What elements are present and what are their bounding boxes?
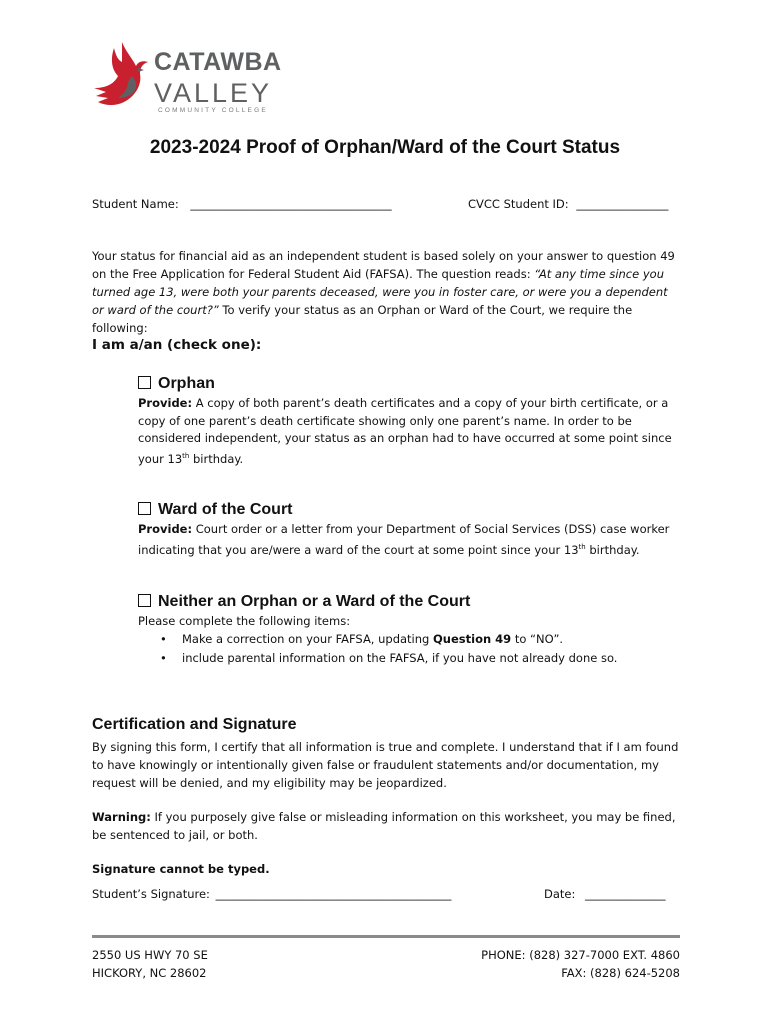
orphan-provide-label: Provide: [138, 396, 193, 410]
bullet-text: Make a correction on your FAFSA, updating [182, 632, 434, 646]
fax-number: FAX: (828) 624-5208 [561, 966, 680, 980]
neither-list [138, 630, 617, 668]
list-item [138, 630, 617, 649]
student-name-row [92, 197, 392, 211]
ward-provide-label: Provide: [138, 522, 193, 536]
signature-label: Student’s Signature: [92, 887, 210, 901]
neither-option[interactable] [138, 593, 470, 611]
check-one-heading: I am a/an (check one): [92, 337, 262, 353]
student-name-field[interactable]: ___________________________________ [190, 197, 392, 211]
orphan-checkbox[interactable] [138, 376, 151, 389]
ward-tail: birthday. [585, 542, 640, 557]
ward-checkbox[interactable] [138, 502, 151, 515]
bullet-text-end: to “NO”. [511, 632, 564, 646]
list-item [138, 649, 617, 668]
ward-option[interactable] [138, 501, 293, 519]
warning-paragraph [92, 808, 682, 844]
orphan-tail: birthday. [189, 451, 244, 466]
bullet-text: include parental information on the FAFSA, if you have not already done so. [182, 651, 618, 665]
neither-label: Neither an Orphan or a Ward of the Court [158, 593, 471, 610]
logo-text-valley: VALLEY [154, 78, 273, 108]
ward-text: Court order or a letter from your Department of Social Services (DSS) case worker indicating that you are/were a ward of the court at some point since your 13 [138, 522, 670, 557]
address-line-1: 2550 US HWY 70 SE [92, 948, 208, 962]
neither-intro: Please complete the following items: [138, 614, 351, 628]
logo-text-community-college: COMMUNITY COLLEGE [158, 107, 268, 114]
orphan-label: Orphan [158, 375, 215, 392]
warning-label: Warning: [92, 810, 151, 824]
date-row [544, 887, 666, 901]
neither-checkbox[interactable] [138, 594, 151, 607]
hawk-icon [92, 40, 158, 112]
intro-text: Your status for financial aid as an independent student is based solely on your answer to question 49 on the Free Application for Federal Student Aid (FAFSA). The question reads: [92, 249, 675, 281]
signature-field[interactable]: _________________________________________ [215, 887, 452, 901]
footer-contact [481, 946, 680, 982]
college-logo [92, 38, 282, 116]
intro-quote: “At any time since you turned age 13, were both your parents deceased, were you in foster care, or were you a dependent or ward of the court?” [92, 267, 668, 317]
student-name-label: Student Name: [92, 197, 179, 211]
student-id-field[interactable]: ________________ [576, 197, 669, 211]
intro-paragraph [92, 247, 682, 337]
ward-description [138, 521, 686, 559]
date-field[interactable]: ______________ [585, 887, 666, 901]
signature-row [92, 887, 451, 901]
orphan-option[interactable] [138, 375, 215, 393]
ward-label: Ward of the Court [158, 501, 293, 518]
intro-text-end: To verify your status as an Orphan or Ward of the Court, we require the following: [92, 303, 633, 335]
date-label: Date: [544, 887, 576, 901]
page-title: 2023-2024 Proof of Orphan/Ward of the Court Status [149, 137, 621, 158]
signature-note: Signature cannot be typed. [92, 862, 270, 876]
ward-sup: th [578, 542, 586, 551]
logo-text-catawba: CATAWBA [154, 48, 282, 76]
footer-divider [92, 935, 680, 938]
certification-heading: Certification and Signature [92, 716, 297, 733]
orphan-text: A copy of both parent’s death certificates and a copy of your birth certificate, or a copy of one parent’s death certificate showing only one parent’s name. In order to be considered independent, your status as an orphan had to have occurred at some point since your 13 [138, 396, 672, 466]
bullet-bold: Question 49 [433, 632, 512, 646]
certification-text: By signing this form, I certify that all information is true and complete. I understand that if I am found to have knowingly or intentionally given false or fraudulent statements and/or documentation, my request will be denied, and my eligibility may be jeopardized. [92, 740, 679, 790]
orphan-sup: th [182, 451, 190, 460]
phone-number: PHONE: (828) 327-7000 EXT. 4860 [481, 948, 680, 962]
address-line-2: HICKORY, NC 28602 [92, 966, 207, 980]
footer-address [92, 946, 208, 982]
warning-text: If you purposely give false or misleading information on this worksheet, you may be fined, be sentenced to jail, or both. [92, 810, 676, 842]
student-id-label: CVCC Student ID: [468, 197, 569, 211]
orphan-description [138, 395, 686, 468]
student-id-row [468, 197, 668, 211]
